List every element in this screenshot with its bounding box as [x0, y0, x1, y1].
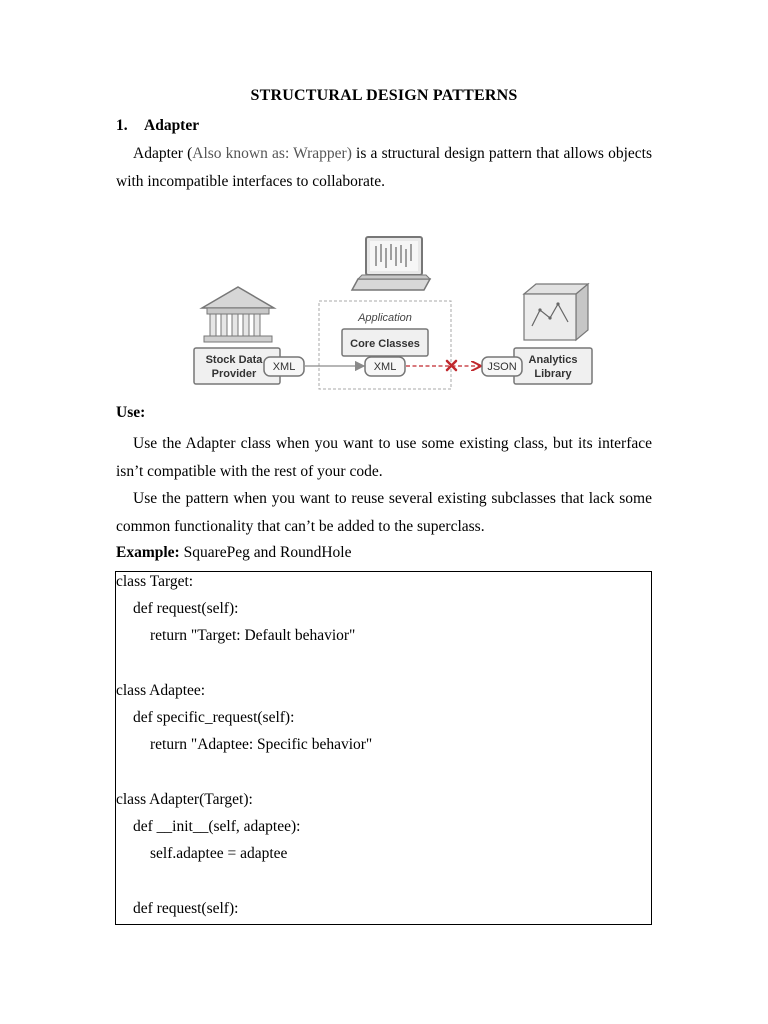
analytics-box-icon [524, 284, 588, 340]
bank-icon [202, 287, 274, 342]
intro-aka: Also known as: Wrapper) [192, 145, 352, 162]
code-line: return "Target: Default behavior" [150, 627, 356, 644]
core-classes-label: Core Classes [350, 338, 420, 350]
code-line: class Target: [116, 573, 194, 590]
use-paragraph-1 [116, 430, 652, 485]
provider-line2: Provider [211, 368, 257, 380]
code-line: return "Adaptee: Specific behavior" [150, 736, 373, 753]
laptop-icon [352, 237, 430, 290]
xml-left-cylinder [264, 357, 304, 376]
xml-center-cylinder [365, 357, 405, 376]
intro-rest: is a structural design pattern that allows objects with incompatible interfaces to collaborate. [116, 145, 652, 190]
use-p2-text: Use the pattern when you want to reuse several existing subclasses that lack some common functionality that can’t be added to the superclass. [116, 490, 652, 535]
json-label: JSON [487, 361, 517, 373]
code-line: class Adaptee: [116, 682, 206, 699]
xml-center-label: XML [373, 361, 397, 373]
code-line: def specific_request(self): [133, 709, 295, 726]
code-line: def request(self): [133, 900, 239, 917]
intro-paragraph [116, 140, 652, 195]
code-line: def request(self): [133, 600, 239, 617]
provider-line1: Stock Data [205, 354, 263, 366]
page-title: STRUCTURAL DESIGN PATTERNS [250, 87, 518, 104]
json-cylinder [482, 357, 522, 376]
adapter-diagram [190, 232, 600, 392]
code-line: class Adapter(Target): [116, 791, 253, 808]
xml-left-label: XML [272, 361, 296, 373]
use-p1-text: Use the Adapter class when you want to use some existing class, but its interface isn’t compatible with the rest of your code. [116, 435, 652, 480]
example-label: Example: [116, 544, 180, 561]
application-label: Application [358, 312, 412, 324]
section-name: Adapter [144, 117, 200, 134]
use-paragraph-2 [116, 485, 652, 540]
section-number: 1. [116, 117, 128, 134]
code-line: def __init__(self, adaptee): [133, 818, 301, 835]
section-heading [116, 117, 199, 135]
library-line1: Analytics [528, 354, 578, 366]
intro-lead: Adapter ( [133, 145, 193, 162]
code-block [115, 571, 652, 925]
example-text: SquarePeg and RoundHole [179, 544, 352, 561]
use-heading: Use: [116, 404, 146, 421]
example-line [116, 544, 351, 562]
code-line: self.adaptee = adaptee [150, 845, 288, 862]
library-line2: Library [534, 368, 572, 380]
